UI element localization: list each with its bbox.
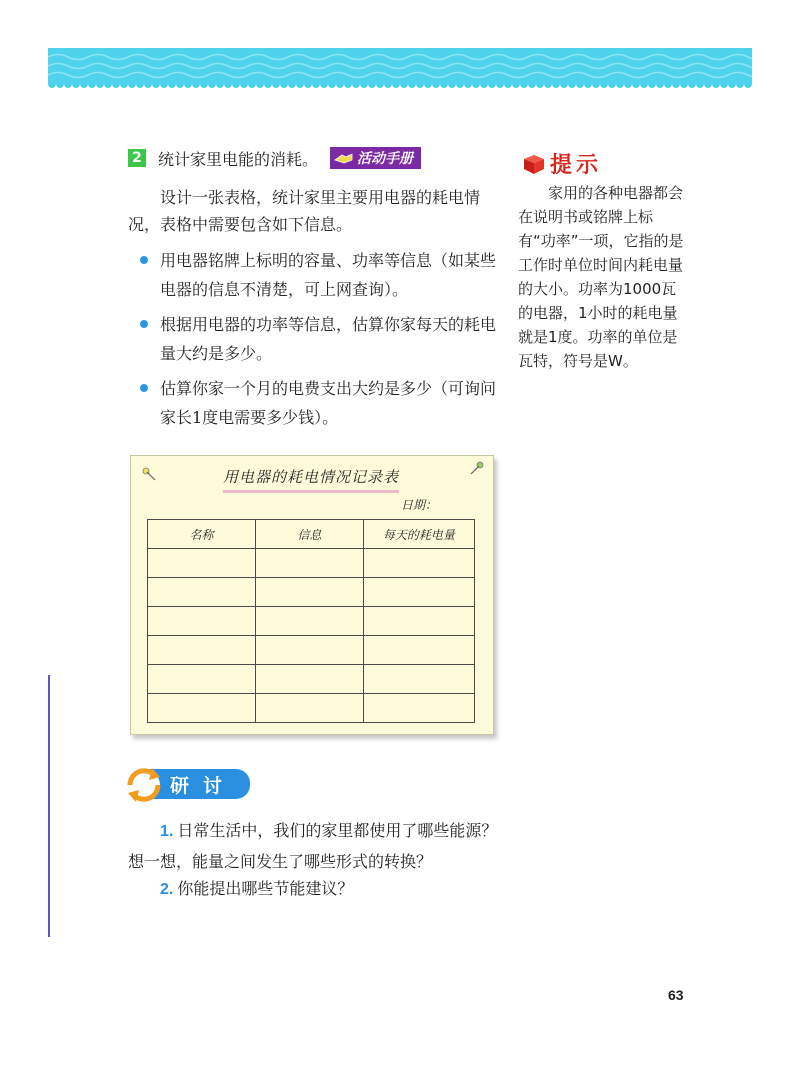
page-number: 63: [668, 987, 684, 1003]
table-row: [148, 578, 475, 607]
discussion-label: 研讨: [170, 775, 237, 797]
record-table: [147, 519, 475, 723]
column-header: 信息: [255, 520, 363, 549]
record-table-title: 用电器的耗电情况记录表: [223, 466, 399, 493]
activity-handbook-label: 活动手册: [357, 151, 414, 167]
cycle-arrows-icon: [122, 765, 166, 805]
table-cell[interactable]: [255, 636, 363, 665]
task-number-badge: 2: [128, 149, 146, 167]
question-text: 日常生活中，我们的家里都使用了哪些能源？想一想，能量之间发生了哪些形式的转换？: [128, 821, 498, 871]
list-item: 估算你家一个月的电费支出大约是多少（可询问家长1度电需要多少钱）。: [140, 374, 500, 432]
bullet-dot-icon: [140, 256, 148, 264]
list-item: 用电器铭牌上标明的容量、功率等信息（如某些电器的信息不清楚，可上网查询）。: [140, 246, 500, 304]
tip-heading: [522, 148, 602, 179]
pushpin-icon: [469, 460, 485, 476]
table-row: [148, 694, 475, 723]
table-cell[interactable]: [255, 549, 363, 578]
question-number: 2.: [160, 881, 174, 898]
table-cell[interactable]: [363, 578, 474, 607]
discussion-heading: [122, 765, 250, 801]
question-2: [128, 874, 500, 905]
table-row: [148, 549, 475, 578]
table-cell[interactable]: [255, 694, 363, 723]
table-cell[interactable]: [363, 607, 474, 636]
pushpin-icon: [141, 466, 157, 482]
table-cell[interactable]: [363, 694, 474, 723]
question-text: 你能提出哪些节能建议？: [177, 879, 354, 898]
wave-banner: [48, 48, 752, 90]
question-1: [128, 816, 500, 877]
table-cell[interactable]: [148, 665, 256, 694]
list-item: 根据用电器的功率等信息，估算你家每天的耗电量大约是多少。: [140, 310, 500, 368]
question-number: 1.: [160, 823, 174, 840]
table-cell[interactable]: [255, 665, 363, 694]
table-cell[interactable]: [148, 549, 256, 578]
task-bullet-list: [140, 246, 500, 438]
tip-title: 提示: [550, 153, 603, 178]
task-title: 统计家里电能的消耗。: [158, 149, 319, 169]
table-row: [148, 665, 475, 694]
table-row: [148, 636, 475, 665]
table-cell[interactable]: [148, 578, 256, 607]
column-header: 名称: [148, 520, 256, 549]
table-row: [148, 607, 475, 636]
table-cell[interactable]: [255, 607, 363, 636]
column-header: 每天的耗电量: [363, 520, 474, 549]
bullet-dot-icon: [140, 320, 148, 328]
bullet-dot-icon: [140, 384, 148, 392]
table-cell[interactable]: [148, 607, 256, 636]
task-heading: [128, 147, 421, 169]
table-cell[interactable]: [255, 578, 363, 607]
table-header-row: [148, 520, 475, 549]
table-cell[interactable]: [363, 665, 474, 694]
activity-handbook-tag[interactable]: [330, 147, 421, 169]
red-cube-icon: [522, 153, 546, 175]
table-cell[interactable]: [363, 549, 474, 578]
margin-rule: [48, 675, 50, 937]
table-cell[interactable]: [148, 636, 256, 665]
record-table-card: [130, 455, 494, 735]
table-cell[interactable]: [363, 636, 474, 665]
date-label: 日期：: [401, 498, 438, 512]
task-intro: 设计一张表格，统计家里主要用电器的耗电情况，表格中需要包含如下信息。: [128, 188, 481, 234]
table-cell[interactable]: [148, 694, 256, 723]
hand-pointer-icon: [334, 151, 354, 165]
tip-body: 家用的各种电器都会在说明书或铭牌上标有“功率”一项，它指的是工作时单位时间内耗电量的大小。功率为1000瓦的电器，1小时的耗电量就是1度。功率的单位是瓦特，符号是W。: [518, 184, 684, 370]
